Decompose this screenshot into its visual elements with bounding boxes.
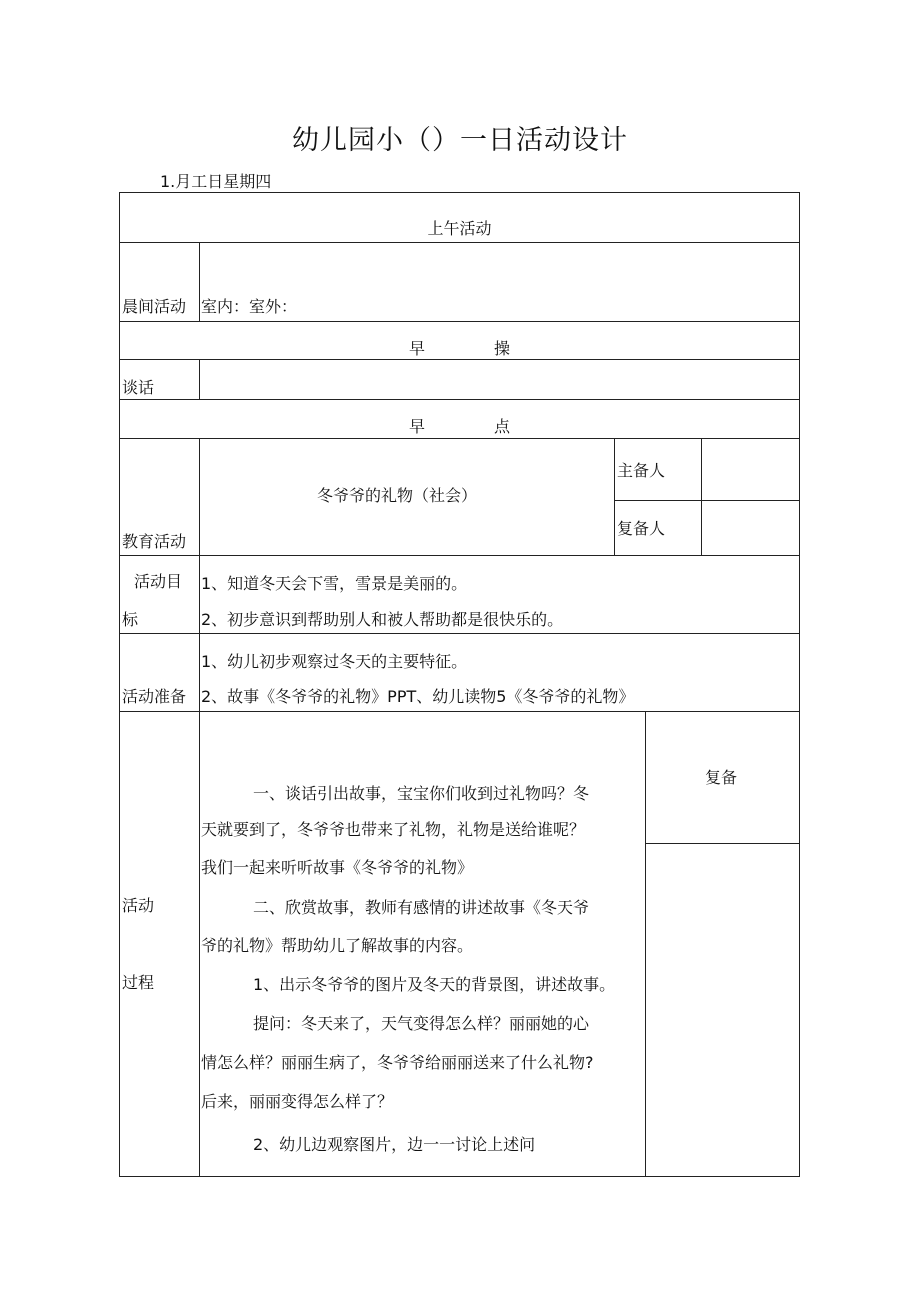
- process-line: 爷的礼物》帮助幼儿了解故事的内容。: [201, 936, 474, 955]
- process-label-line2: 过程: [122, 973, 155, 992]
- table-border-top: [119, 192, 800, 193]
- preparation-item: 1、幼儿初步观察过冬天的主要特征。: [201, 652, 468, 671]
- preparation-item: 2、故事《冬爷爷的礼物》PPT、幼儿读物5《冬爷爷的礼物》: [201, 687, 635, 706]
- row-divider: [119, 711, 800, 712]
- process-line: 1、出示冬爷爷的图片及冬天的背景图，讲述故事。: [253, 975, 616, 994]
- preparer-column-divider: [614, 438, 615, 556]
- arrival-value: 室内：室外：: [201, 297, 298, 316]
- date-line: 1.月工日星期四: [160, 172, 272, 191]
- snack-char-2: 点: [494, 417, 511, 436]
- row-divider: [119, 242, 800, 243]
- process-line: 天就要到了，冬爷爷也带来了礼物，礼物是送给谁呢？: [201, 820, 586, 839]
- education-label: 教育活动: [122, 532, 187, 551]
- row-divider: [119, 633, 800, 634]
- process-label-line1: 活动: [122, 896, 155, 915]
- preparation-label: 活动准备: [122, 687, 187, 706]
- talk-label: 谈话: [122, 378, 155, 397]
- label-column-divider: [199, 438, 200, 1177]
- activity-table: [119, 192, 800, 1177]
- review-column-divider: [645, 711, 646, 1177]
- table-border-left: [119, 192, 120, 1177]
- main-preparer-label: 主备人: [617, 461, 666, 480]
- process-line: 情怎么样？丽丽生病了，冬爷爷给丽丽送来了什么礼物?: [201, 1053, 594, 1072]
- goal-item: 1、知道冬天会下雪，雪景是美丽的。: [201, 574, 468, 593]
- preparer-column-divider: [701, 438, 702, 556]
- row-divider: [119, 321, 800, 322]
- review-divider: [645, 843, 800, 844]
- goals-label-line2: 标: [122, 610, 139, 629]
- process-line: 2、幼儿边观察图片，边一一讨论上述问: [253, 1135, 536, 1154]
- label-column-divider: [199, 359, 200, 400]
- label-column-divider: [199, 242, 200, 322]
- row-divider: [119, 438, 800, 439]
- exercise-char-2: 操: [494, 339, 511, 358]
- arrival-label: 晨间活动: [122, 297, 187, 316]
- education-topic: 冬爷爷的礼物（社会）: [317, 486, 478, 505]
- morning-header: 上午活动: [427, 219, 492, 238]
- process-line: 后来，丽丽变得怎么样了？: [201, 1092, 394, 1111]
- row-divider: [119, 399, 800, 400]
- process-line: 我们一起来听听故事《冬爷爷的礼物》: [201, 858, 474, 877]
- co-preparer-label: 复备人: [617, 519, 666, 538]
- process-line: 二、欣赏故事，教师有感情的讲述故事《冬天爷: [253, 898, 590, 917]
- goals-label-line1: 活动目: [134, 572, 183, 591]
- table-border-bottom: [119, 1176, 800, 1177]
- row-divider: [119, 359, 800, 360]
- snack-char-1: 早: [409, 417, 426, 436]
- process-line: 一、谈话引出故事，宝宝你们收到过礼物吗？冬: [253, 784, 590, 803]
- row-divider: [119, 555, 800, 556]
- page-title: 幼儿园小（）一日活动设计: [292, 125, 628, 156]
- review-label: 复备: [705, 768, 738, 787]
- process-line: 提问：冬天来了，天气变得怎么样？丽丽她的心: [253, 1014, 590, 1033]
- table-border-right: [799, 192, 800, 1177]
- exercise-char-1: 早: [409, 339, 426, 358]
- preparer-divider: [614, 500, 800, 501]
- goal-item: 2、初步意识到帮助别人和被人帮助都是很快乐的。: [201, 610, 564, 629]
